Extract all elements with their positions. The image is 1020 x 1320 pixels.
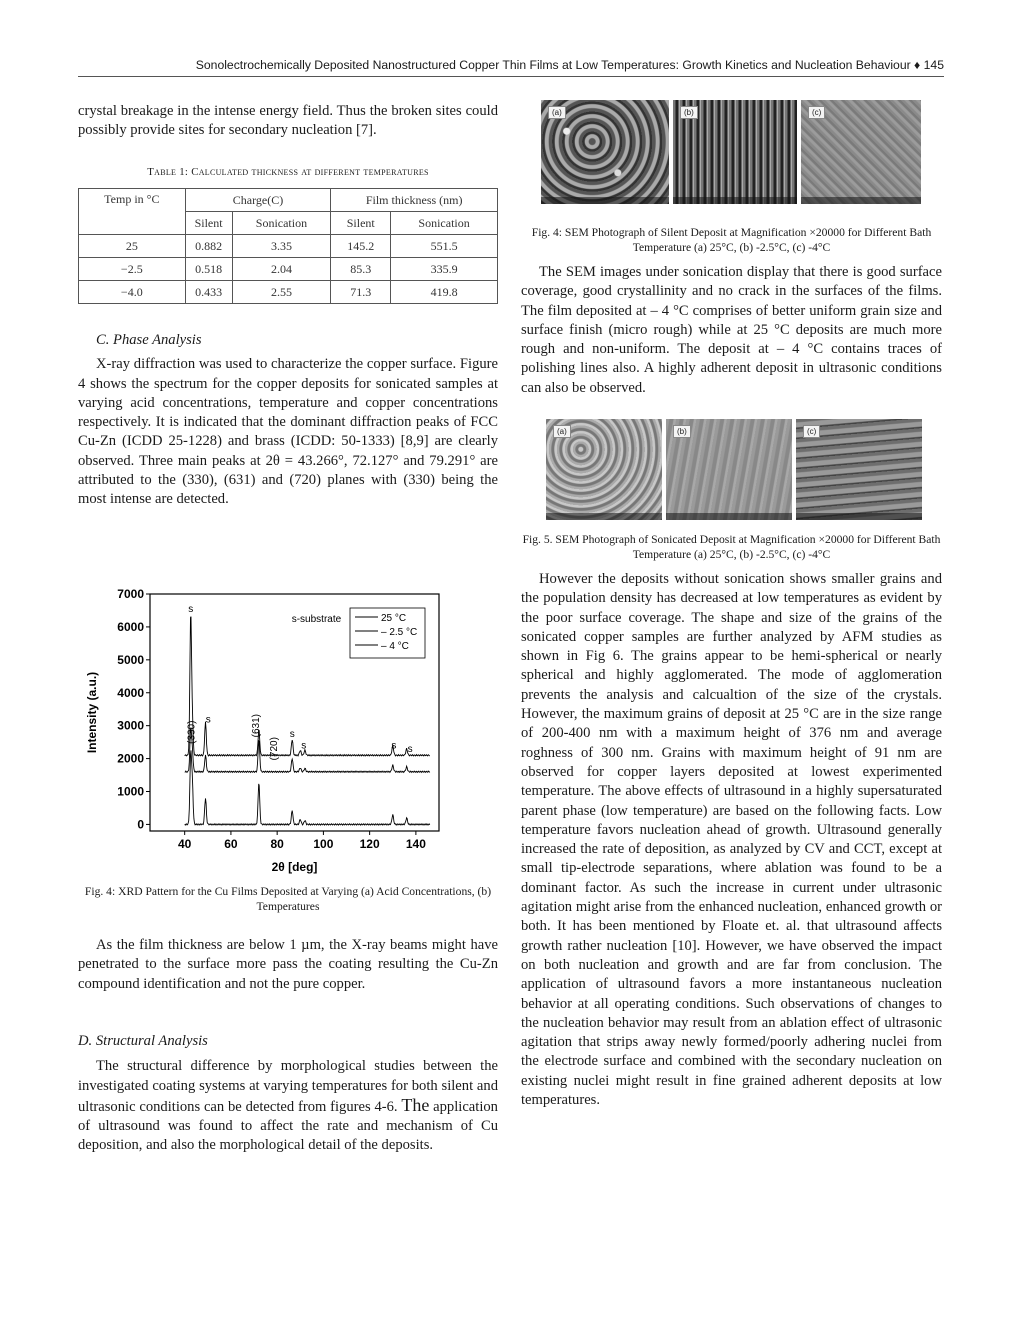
subheader: Silent — [331, 212, 391, 235]
y-tick-label: 1000 — [117, 784, 144, 799]
structural-text: The structural difference by morphological studies between the investigated coating systems at varying temperatures for both silent and ultrasonic conditions can be detected from figures 4-6. The application of ultrasound was found to affect the rate and mechanism of Cu deposition, and also the morphological detail of the deposits. — [78, 1058, 498, 1154]
subheader: Silent — [185, 212, 232, 235]
table-cell: 3.35 — [232, 235, 331, 258]
thickness-table — [78, 188, 498, 304]
table-cell: 85.3 — [331, 258, 391, 281]
fig5-caption: Fig. 5. SEM Photograph of Sonicated Deposit at Magnification ×20000 for Different Bath Temperature (a) 25°C, (b) -2.5°C, (c) -4°C — [522, 533, 941, 562]
subheader: Sonication — [391, 212, 498, 235]
table-cell: 419.8 — [391, 281, 498, 304]
y-tick-label: 5000 — [117, 652, 144, 667]
table-cell: 25 — [79, 235, 186, 258]
x-tick-label: 120 — [359, 837, 380, 851]
thickness-paragraph: As the film thickness are below 1 µm, the X-ray beams might have penetrated to the surface more pass the coating resulting the Cu-Zn compound identification and not the pure copper. — [78, 937, 498, 992]
header-charge: Charge(C) — [185, 189, 331, 212]
y-tick-label: 2000 — [117, 751, 144, 766]
x-tick-label: 80 — [270, 837, 284, 851]
chart-annotation: s — [301, 740, 307, 752]
phase-text: X-ray diffraction was used to characterize the copper surface. Figure 4 shows the spectrum for the copper deposits for sonicated samples at varying acid concentrations, temperature and copper concentrations respectively. It is indicated that the dominant diffraction peaks of FCC Cu-Zn (ICDD 25-1228) and brass (ICDD: 50-1333) [8,9] are clearly observed. Three main peaks at 2θ = 43.266°, 72.127° and 79.291° are attributed to the (330), (631) and (720) planes with (330) being the most intense are detected. — [78, 356, 498, 508]
running-header: Sonolectrochemically Deposited Nanostructured Copper Thin Films at Low Temperatures: Growth Kinetics and Nucleation Behaviour ♦ 145 — [78, 58, 944, 77]
chart-annotation: s — [188, 604, 194, 616]
y-tick-label: 4000 — [117, 685, 144, 700]
sem-image: (b) — [666, 419, 792, 520]
table-cell: 0.433 — [185, 281, 232, 304]
phase-section — [78, 331, 498, 510]
table-caption: Table 1: Calculated thickness at different temperatures — [147, 166, 429, 178]
header-temp: Temp in °C — [79, 189, 186, 235]
subheader: Sonication — [232, 212, 331, 235]
chart-annotation: s — [391, 740, 397, 752]
y-axis-label: Intensity (a.u.) — [85, 671, 99, 754]
y-tick-label: 3000 — [117, 718, 144, 733]
sem-image: (b) — [673, 100, 797, 204]
sem-silent-figure — [541, 100, 921, 204]
chart-annotation: s-substrate — [291, 613, 342, 625]
series-line — [185, 750, 430, 825]
chart-annotation: (720) — [269, 737, 281, 761]
table-cell: 71.3 — [331, 281, 391, 304]
chart-annotation: s — [205, 714, 211, 726]
y-tick-label: 7000 — [117, 587, 144, 601]
sem-image: (c) — [796, 419, 922, 520]
sem-sonicated-figure — [546, 419, 922, 520]
structural-section — [78, 1032, 498, 1156]
sem-paragraph: The SEM images under sonication display that there is good surface coverage, good crystallinity and no crack in the surfaces of the films. The film deposited at – 4 °C comprises of better uniform grain size and surface finish (micro rough) while at 25 °C deposits are much more rough and non-uniform. The deposit at – 4 °C contains traces of polishing lines also. A highly adherent deposit in ultrasonic conditions can also be observed. — [521, 264, 942, 396]
header-film: Film thickness (nm) — [331, 189, 498, 212]
chart-annotation: (631) — [250, 713, 262, 738]
x-tick-label: 40 — [178, 837, 192, 851]
chart-annotation: s — [407, 744, 413, 755]
y-tick-label: 6000 — [117, 619, 144, 634]
table-cell: 145.2 — [331, 235, 391, 258]
fig4-caption: Fig. 4: XRD Pattern for the Cu Films Deposited at Varying (a) Acid Concentrations, (b) Temperatures — [84, 885, 492, 914]
sem-image: (a) — [546, 419, 662, 520]
y-tick-label: 0 — [137, 817, 144, 832]
table-cell: 551.5 — [391, 235, 498, 258]
table-cell: 335.9 — [391, 258, 498, 281]
table-row — [79, 235, 498, 258]
table-cell: 2.55 — [232, 281, 331, 304]
table-cell: 0.518 — [185, 258, 232, 281]
legend-label: 25 °C — [381, 613, 407, 624]
x-tick-label: 140 — [405, 837, 426, 851]
table-cell: 0.882 — [185, 235, 232, 258]
table-cell: −4.0 — [79, 281, 186, 304]
x-axis-label: 2θ [deg] — [271, 860, 318, 874]
table-cell: −2.5 — [79, 258, 186, 281]
sem-image: (c) — [801, 100, 921, 204]
x-tick-label: 60 — [224, 837, 238, 851]
xrd-chart — [82, 582, 442, 878]
table-row — [79, 281, 498, 304]
chart-annotation: s — [289, 729, 295, 741]
x-tick-label: 100 — [313, 837, 334, 851]
sem-image: (a) — [541, 100, 669, 204]
left-paragraph-1: crystal breakage in the intense energy field. Thus the broken sites could possibly provide sites for secondary nucleation [7]. — [78, 103, 498, 139]
structural-heading: D. Structural Analysis — [78, 1033, 208, 1049]
legend-label: – 2.5 °C — [381, 627, 418, 638]
chart-annotation: (330) — [186, 720, 198, 744]
discussion-paragraph: However the deposits without sonication shows smaller grains and the population density has decreased at low temperatures as evident by the poor surface coverage. The shape and size of the grains of the sonicated copper samples are further analyzed by AFM studies as shown in Fig 6. The grains appear to be hemi-spherical or nearly spherical and highly agglomerated. The mode of agglomeration prevents the analysis and calcualtion of the size of the crystals. However, the maximum grains of deposit at 25 °C are in the size range of 200-400 nm with a maximum height of 376 nm and average roghness of 300 nm. Grains with maximum height of 91 nm are observed for copper layers deposited at lowest experimented temperature. The above effects of ultrasound in a highly supersaturated parent phase (low temperature) are based on the following facts. Low temperature favors nucleation ahead of growth. Ultrasound generally increased the rate of deposition, as analyzed by CV and CCT, except at small tip-electrode separations, where ablation was found to be a dominant factor. As such the increase in current under ultrasonic agitation might arise from the enhanced nucleation, enhanced growth or both. It has been mentioned by Floate et. al. that ultrasound affects growth rather nucleation [10]. However, we have observed the impact on both nucleation and growth and are far from conclusion. The application of ultrasound favors a more instantaneous nucleation behavior at all operating conditions. Such observations of changes to the nucleation behavior may result from an ablation effect of ultrasonic agitation that strips away newly formed/poorly adhering nuclei from the electrode surface and combined with the secondary nucleation on existing nuclei might result in fine grained adherent deposits at low temperatures. — [521, 571, 942, 1109]
table-cell: 2.04 — [232, 258, 331, 281]
table-row — [79, 258, 498, 281]
phase-heading: C. Phase Analysis — [96, 332, 202, 348]
fig4-sem-caption: Fig. 4: SEM Photograph of Silent Deposit at Magnification ×20000 for Different Bath Temperature (a) 25°C, (b) -2.5°C, (c) -4°C — [531, 226, 932, 255]
legend-label: – 4 °C — [381, 641, 409, 652]
